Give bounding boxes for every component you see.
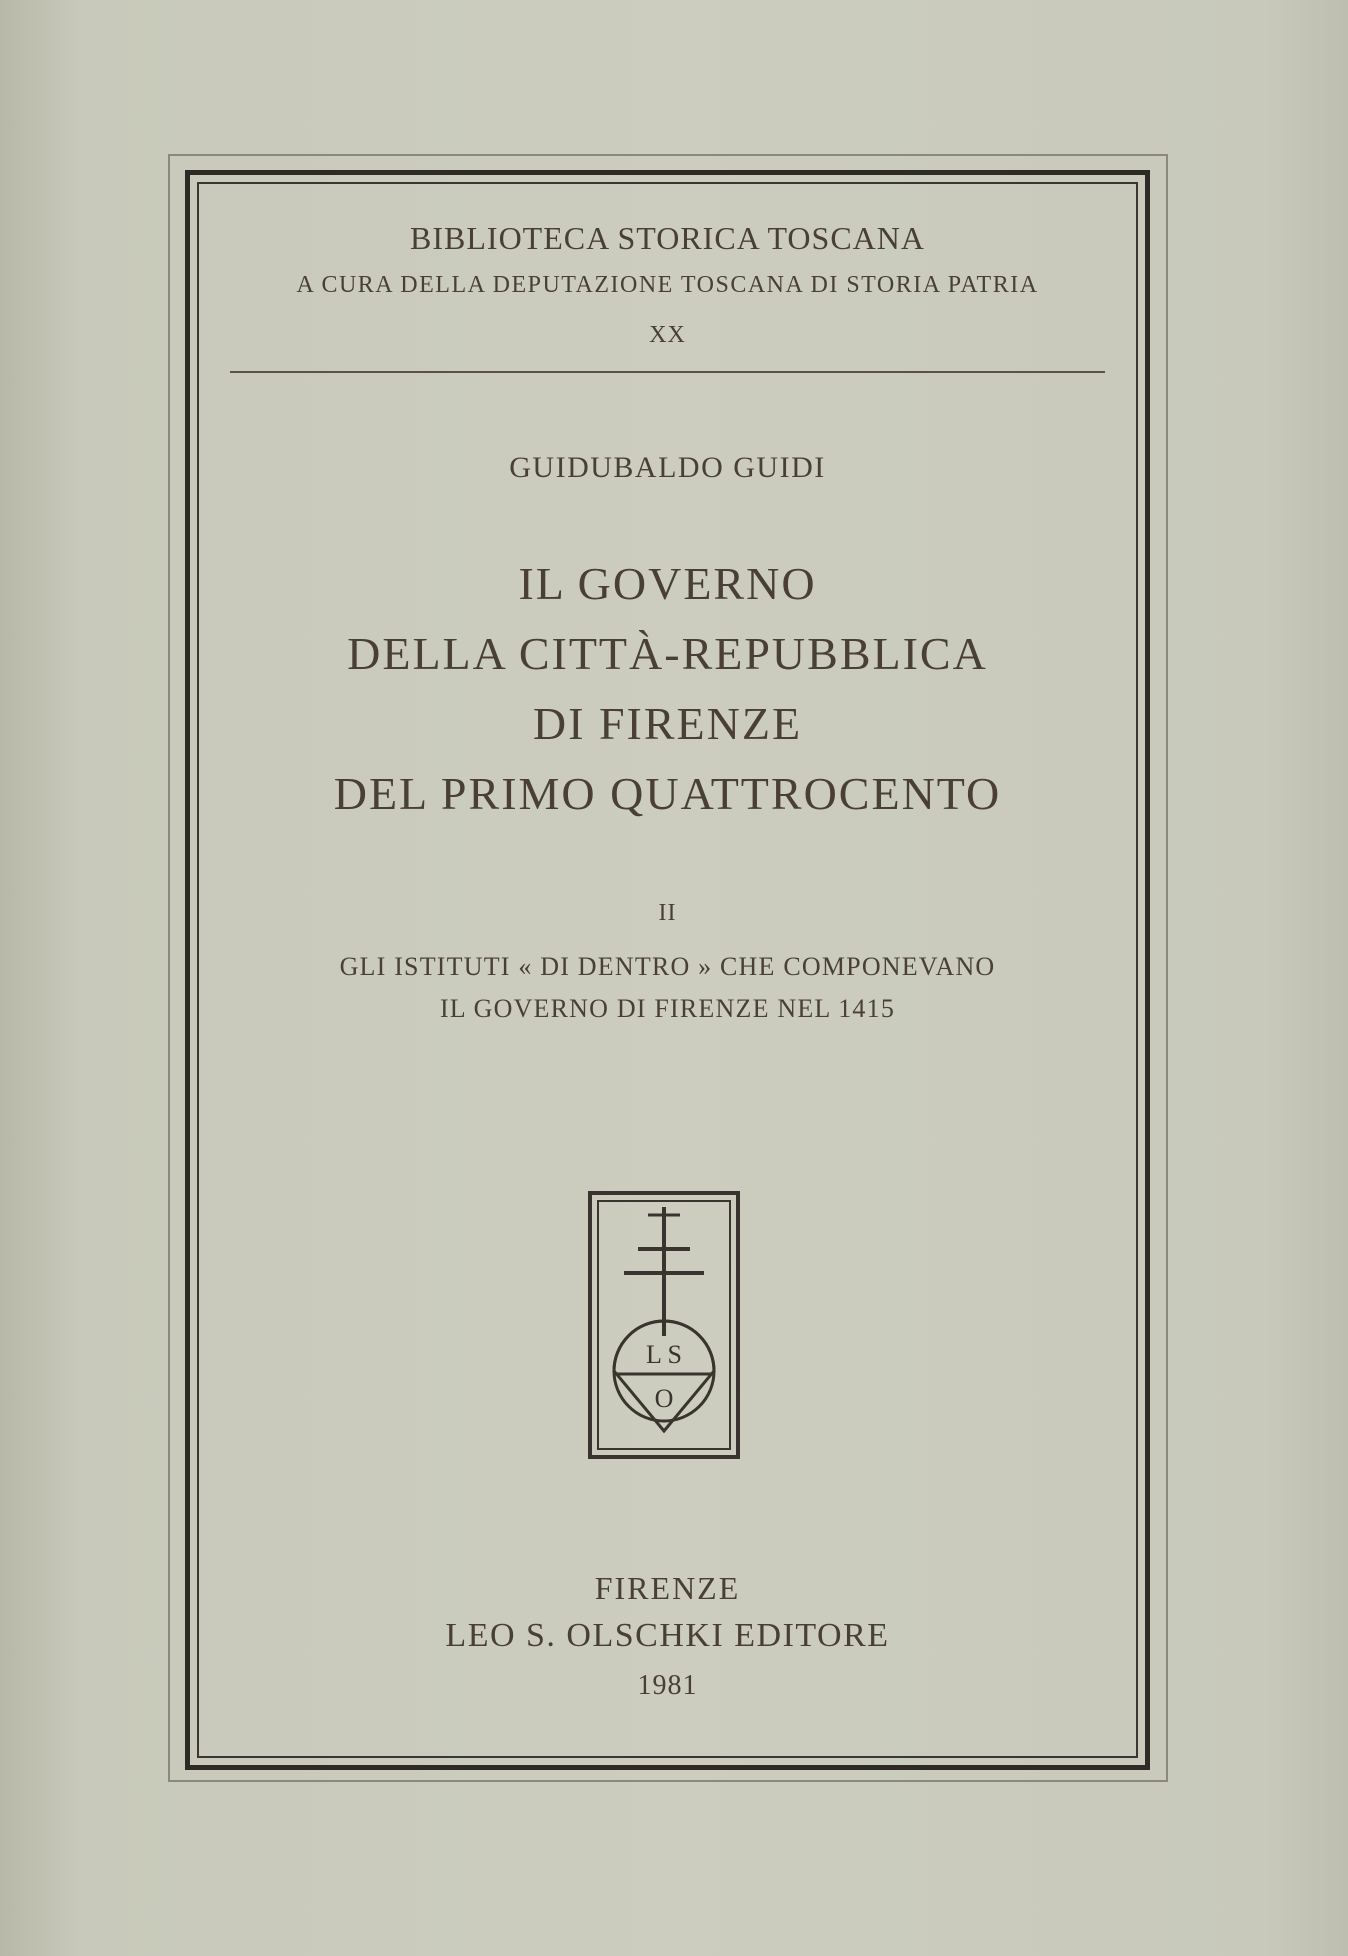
- title-line-4: DEL PRIMO QUATTROCENTO: [333, 768, 1002, 819]
- series-number: XX: [649, 322, 686, 348]
- subtitle-line-2: IL GOVERNO DI FIRENZE NEL 1415: [439, 994, 896, 1023]
- title-line-3: DI FIRENZE: [532, 698, 803, 749]
- volume-number: II: [658, 900, 677, 926]
- imprint-place: FIRENZE: [594, 1570, 741, 1606]
- subtitle-line-1: GLI ISTITUTI « DI DENTRO » CHE COMPONEVANO: [339, 952, 996, 981]
- horizontal-divider: [230, 371, 1105, 373]
- author-name: GUIDUBALDO GUIDI: [509, 451, 826, 484]
- imprint-year: 1981: [637, 1670, 698, 1701]
- title-line-1: IL GOVERNO: [518, 558, 817, 609]
- series-title: BIBLIOTECA STORICA TOSCANA: [410, 220, 925, 256]
- series-subtitle: A CURA DELLA DEPUTAZIONE TOSCANA DI STORIA PATRIA: [296, 272, 1039, 298]
- emblem-lower-letter: O: [654, 1384, 674, 1413]
- imprint-publisher: LEO S. OLSCHKI EDITORE: [445, 1617, 890, 1654]
- emblem-letters: L S: [646, 1340, 682, 1369]
- cover-frame: [185, 170, 1150, 1770]
- title-line-2: DELLA CITTÀ-REPUBBLICA: [347, 628, 988, 679]
- publisher-emblem-icon: [588, 1191, 740, 1459]
